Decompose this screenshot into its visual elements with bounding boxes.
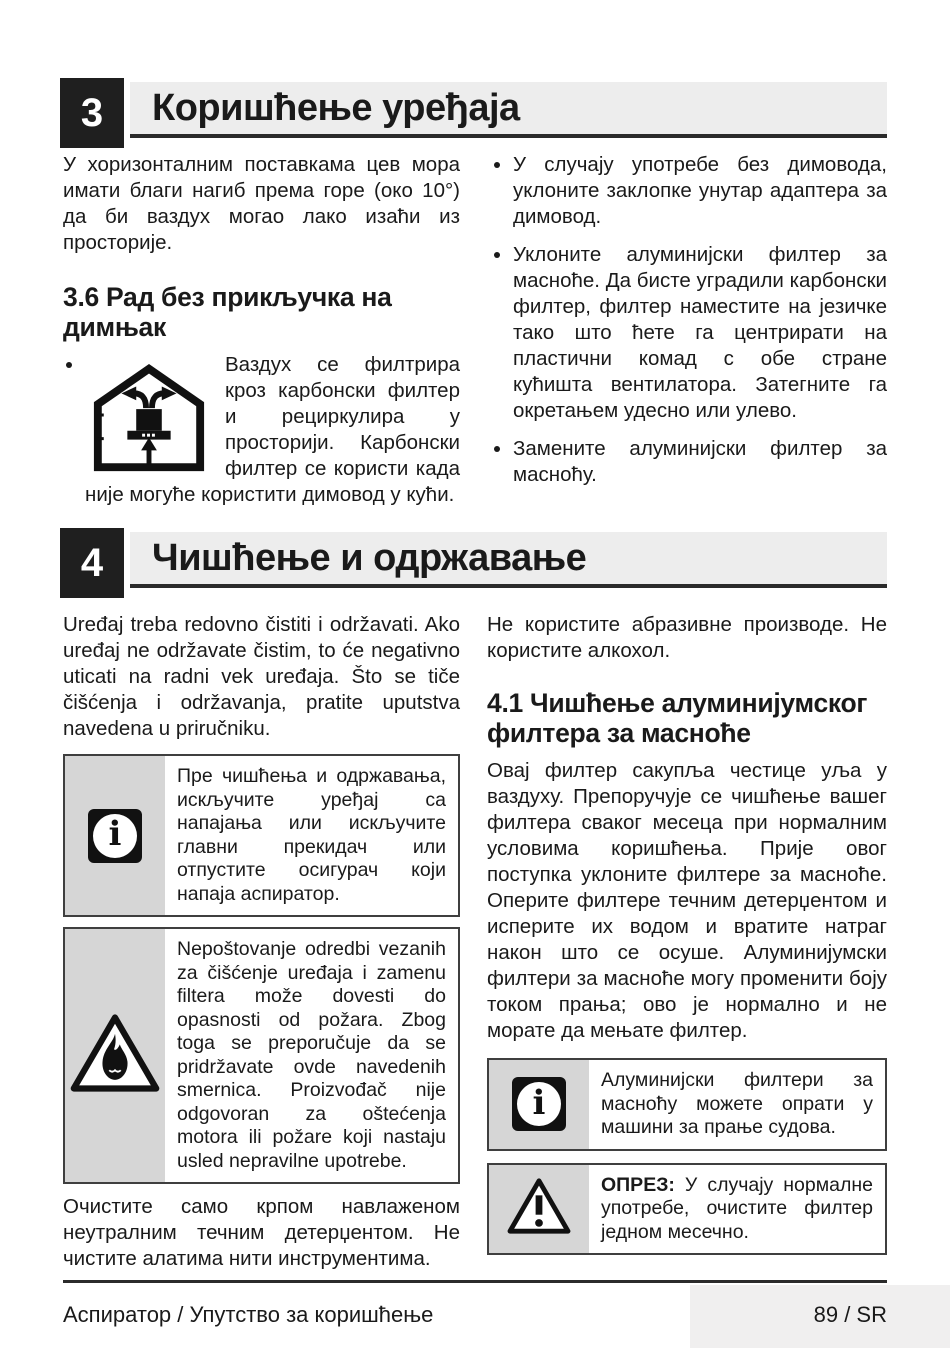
info-box-icon-panel — [489, 1060, 589, 1149]
caution-box — [487, 1163, 887, 1256]
section-4-right-column — [487, 612, 887, 1272]
caution-label: ОПРЕЗ: — [601, 1173, 675, 1196]
warning-box-icon-panel — [65, 929, 165, 1182]
list-item: • У случају употребе без димовода, уклоните заклопке унутар адаптера за димовод. — [513, 152, 887, 230]
list-item: • Уклоните алуминијски филтер за масноће. Да бисте уградили карбонски филтер, филтер наместите на језичке тако што ћете га центрирати на пластични комад с обе стране кућишта вентилатора. Затегните га окретањем удесно или улево. — [513, 242, 887, 424]
caution-box-icon-panel — [489, 1165, 589, 1254]
section-4-number: 4 — [60, 528, 124, 598]
section-4-header — [60, 528, 887, 598]
section-3-right-column — [487, 152, 887, 522]
section-3-number: 3 — [60, 78, 124, 148]
subsection-3-6-bullet-text: Ваздух се филтрира кроз карбонски филтер и рециркулира у просторији. Карбонски филтер се користи када није могуће користити димовод у кући. — [85, 353, 460, 506]
section-4-title: Чишћење и одржавање — [130, 532, 887, 588]
subsection-3-6-bullet-list — [63, 352, 460, 508]
subsection-3-6-heading: 3.6 Рад без прикључка на димњак — [63, 282, 392, 342]
section-4-left-column — [63, 612, 460, 1272]
warning-box-fire — [63, 927, 460, 1184]
info-box-text: Пре чишћења и одржавања, искључите уређај са напајања или искључите главни прекидач или отпустите осигурач који напаја аспиратор. — [177, 765, 446, 905]
info-icon: i — [512, 1077, 566, 1131]
section-4-outro-paragraph: Очистите само крпом навлаженом неутралним течним детерџентом. Не чистите алатима нити инструментима. — [63, 1195, 460, 1270]
footer-divider — [63, 1280, 887, 1283]
info-box-icon-panel — [65, 756, 165, 915]
section-3-bullet-list — [487, 152, 887, 488]
footer-page-number: 89 / SR — [813, 1302, 887, 1327]
flame-warning-icon — [69, 1010, 161, 1101]
list-item: • Замените алуминијски филтер за масноћу. — [513, 436, 887, 488]
section-3-intro-paragraph: У хоризонталним поставкама цев мора имати благи нагиб према горе (око 10°) да би ваздух могао лако изаћи из просторије. — [63, 153, 460, 254]
info-box-power — [63, 754, 460, 917]
subsection-4-1-heading: 4.1 Чишћење алуминијумског филтера за масноће — [487, 688, 868, 748]
section-4-body — [63, 612, 887, 1272]
subsection-4-1-paragraph: Овај филтер сакупља честице уља у ваздуху. Препоручује се чишћење вашег филтера сваког месеца при нормалним условима коришћења. Прије овог поступка уклоните филтере за масноће. Оперите филтере течним детерџентом и исперите их водом и вратите натраг након што се осуше. Алуминијумски филтери за масноће могу променити боју током прања; ово је нормално и не морате да мењате филтер. — [487, 759, 887, 1042]
section-3-header — [60, 78, 887, 148]
info-box-text: Алуминијски филтери за масноћу можете опрати у машини за прање судова. — [601, 1069, 873, 1138]
section-3-left-column — [63, 152, 460, 522]
subsection-3-6-bullet — [85, 352, 460, 508]
warning-box-text: Nepoštovanje odredbi vezanih za čišćenje uređaja i zamenu filtera može dovesti do opasnosti od požara. Zbog toga se preporučuje da se pridržavate ovde navedenih smernica. Proizvođač nije odgovoran za oštećenja motora ili požare koji nastaju usled nepravilne upotrebe. — [177, 938, 446, 1172]
info-icon: i — [88, 809, 142, 863]
caution-warning-icon — [506, 1176, 572, 1241]
section-3-body — [63, 152, 887, 522]
section-4-right-intro: Не користите абразивне производе. Не користите алкохол. — [487, 613, 887, 662]
section-3-title: Коришћење уређаја — [130, 82, 887, 138]
caution-text: У случају нормалне употребе, очистите филтер једном месечно. — [601, 1173, 873, 1243]
footer-document-title: Аспиратор / Упутство за коришћење — [63, 1302, 434, 1327]
section-4-intro-paragraph: Uređaj treba redovno čistiti i održavati. Ako uređaj ne održavate čistim, to će negativno uticati na radni vek uređaja. Što se tiče čišćenja i održavanja, pratite uputstva navedena u priručniku. — [63, 613, 460, 740]
caution-box-text — [589, 1165, 885, 1254]
house-recirculation-icon — [85, 356, 213, 476]
info-box-dishwasher — [487, 1058, 887, 1151]
